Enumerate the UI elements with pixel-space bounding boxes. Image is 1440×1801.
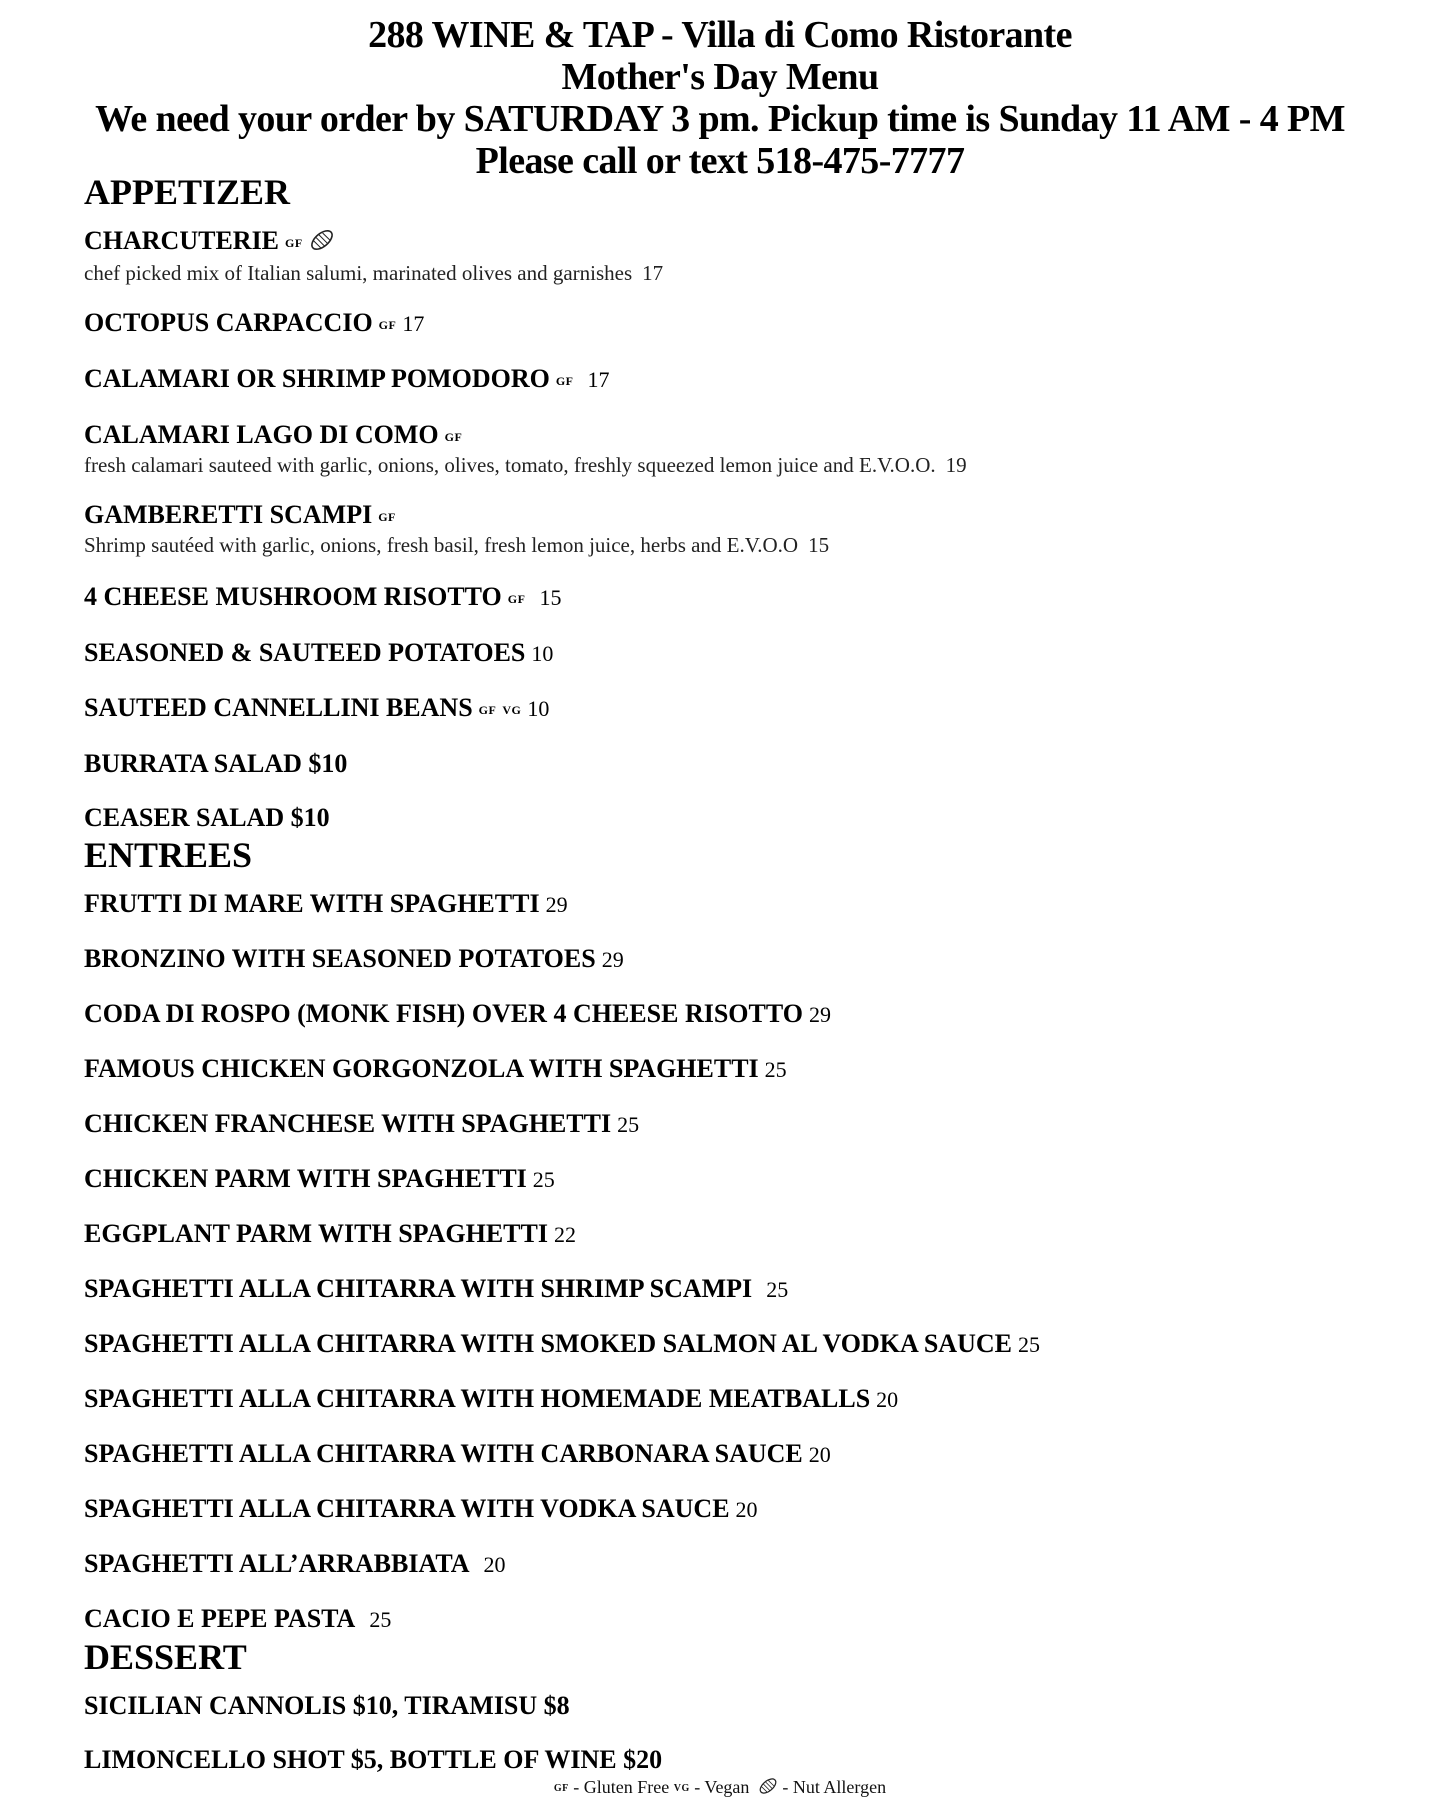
restaurant-title: 288 WINE & TAP - Villa di Como Ristorante [368, 14, 1072, 56]
menu-item-burrata-salad [84, 749, 1384, 779]
item-name: BURRATA SALAD $10 [84, 748, 348, 778]
menu-item-calamari-lago-di-como [84, 420, 1384, 478]
gluten-free-tag: GF [507, 591, 526, 606]
nut-allergen-label: - Nut Allergen [777, 1777, 887, 1797]
nut-allergen-icon [758, 1776, 778, 1801]
gluten-free-tag: GF [478, 702, 497, 717]
menu-item-bronzino [84, 944, 1384, 975]
item-price: 19 [945, 452, 967, 477]
item-price: 15 [808, 532, 830, 557]
item-description: Shrimp sautéed with garlic, onions, fresh basil, fresh lemon juice, herbs and E.V.O.O [84, 532, 799, 557]
order-deadline: We need your order by SATURDAY 3 pm. Pickup time is Sunday 11 AM - 4 PM [95, 98, 1345, 140]
gluten-free-tag: GF [285, 236, 303, 251]
menu-item-chitarra-carbonara [84, 1439, 1384, 1470]
item-price: 22 [553, 1221, 576, 1247]
item-name: GAMBERETTI SCAMPI [84, 499, 373, 529]
menu-item-cacio-e-pepe [84, 1604, 1384, 1635]
gluten-free-tag: GF [444, 429, 463, 444]
gluten-free-tag: GF [378, 317, 397, 332]
item-description: chef picked mix of Italian salumi, marinated olives and garnishes [84, 260, 633, 285]
menu-item-calamari-shrimp-pomodoro [84, 364, 1384, 396]
gluten-free-tag: GF [553, 1782, 569, 1794]
item-price: 25 [617, 1111, 640, 1137]
menu-item-charcuterie [84, 226, 1384, 286]
item-name: LIMONCELLO SHOT $5, BOTTLE OF WINE $20 [84, 1744, 663, 1774]
item-name: CALAMARI LAGO DI COMO [84, 419, 439, 449]
item-name: CHICKEN FRANCHESE WITH SPAGHETTI [84, 1108, 612, 1138]
item-name: 4 CHEESE MUSHROOM RISOTTO [84, 581, 502, 611]
item-name: SPAGHETTI ALLA CHITARRA WITH CARBONARA SAUCE [84, 1438, 803, 1468]
menu-title: Mother's Day Menu [561, 56, 879, 98]
menu-item-mushroom-risotto [84, 582, 1384, 614]
menu-item-chicken-franchese [84, 1109, 1384, 1140]
menu-item-coda-di-rospo [84, 999, 1384, 1030]
menu-item-frutti-di-mare [84, 889, 1384, 920]
menu-item-limoncello-wine [84, 1745, 1384, 1775]
item-price: 25 [764, 1056, 787, 1082]
menu-item-arrabbiata [84, 1549, 1384, 1580]
item-name: SPAGHETTI ALLA CHITARRA WITH SMOKED SALMON AL VODKA SAUCE [84, 1328, 1012, 1358]
item-description: fresh calamari sauteed with garlic, onions, olives, tomato, freshly squeezed lemon juice and E.V.O.O. [84, 452, 936, 477]
gluten-free-tag: GF [555, 373, 574, 388]
vegan-tag: VG [673, 1782, 690, 1794]
menu-content [84, 172, 1384, 1775]
contact-phone: Please call or text 518-475-7777 [475, 140, 965, 182]
menu-item-chicken-parm [84, 1164, 1384, 1195]
menu-item-chitarra-shrimp-scampi [84, 1274, 1384, 1305]
vegan-tag: VG [502, 702, 522, 717]
appetizer-section [84, 172, 1384, 833]
item-name: SPAGHETTI ALLA CHITARRA WITH SHRIMP SCAMPI [84, 1273, 753, 1303]
item-name: CHICKEN PARM WITH SPAGHETTI [84, 1163, 527, 1193]
nut-allergen-icon [309, 227, 335, 260]
item-name: CEASER SALAD $10 [84, 802, 330, 832]
item-price: 25 [369, 1606, 392, 1632]
menu-item-eggplant-parm [84, 1219, 1384, 1250]
allergen-legend [0, 1776, 1440, 1801]
menu-item-chitarra-vodka [84, 1494, 1384, 1525]
section-title-dessert: DESSERT [84, 1636, 247, 1677]
menu-item-cannellini-beans [84, 693, 1384, 725]
item-name: SPAGHETTI ALL’ARRABBIATA [84, 1548, 470, 1578]
section-title-appetizer: APPETIZER [84, 172, 291, 212]
item-name: CODA DI ROSPO (MONK FISH) OVER 4 CHEESE RISOTTO [84, 998, 803, 1028]
menu-item-chitarra-meatballs [84, 1384, 1384, 1415]
entrees-section [84, 835, 1384, 1635]
dessert-section [84, 1637, 1384, 1775]
item-name: SICILIAN CANNOLIS $10, TIRAMISU $8 [84, 1690, 570, 1720]
item-price: 25 [532, 1166, 555, 1192]
item-name: CALAMARI OR SHRIMP POMODORO [84, 363, 550, 393]
item-price: 20 [808, 1441, 831, 1467]
item-name: SAUTEED CANNELLINI BEANS [84, 692, 473, 722]
item-price: 17 [642, 260, 664, 285]
menu-item-cannolis-tiramisu [84, 1691, 1384, 1721]
item-price: 10 [527, 695, 550, 721]
item-name: FAMOUS CHICKEN GORGONZOLA WITH SPAGHETTI [84, 1053, 759, 1083]
item-name: CHARCUTERIE [84, 226, 280, 255]
item-price: 29 [601, 946, 624, 972]
menu-item-chicken-gorgonzola [84, 1054, 1384, 1085]
item-name: BRONZINO WITH SEASONED POTATOES [84, 943, 596, 973]
item-name: CACIO E PEPE PASTA [84, 1603, 356, 1633]
item-name: SEASONED & SAUTEED POTATOES [84, 637, 526, 667]
item-name: SPAGHETTI ALLA CHITARRA WITH VODKA SAUCE [84, 1493, 730, 1523]
gluten-free-tag: GF [378, 509, 396, 524]
menu-header [0, 14, 1440, 182]
vegan-label: - Vegan [689, 1777, 754, 1797]
item-price: 20 [483, 1551, 506, 1577]
item-name: SPAGHETTI ALLA CHITARRA WITH HOMEMADE MEATBALLS [84, 1383, 871, 1413]
item-price: 17 [402, 310, 425, 336]
menu-item-seasoned-potatoes [84, 638, 1384, 669]
menu-item-gamberetti-scampi [84, 500, 1384, 558]
item-price: 25 [1017, 1331, 1040, 1357]
item-name: OCTOPUS CARPACCIO [84, 307, 373, 337]
item-price: 20 [876, 1386, 899, 1412]
item-price: 29 [545, 891, 568, 917]
item-price: 10 [531, 640, 554, 666]
gluten-free-label: - Gluten Free [568, 1777, 674, 1797]
menu-item-octopus-carpaccio [84, 308, 1384, 340]
item-price: 15 [539, 584, 562, 610]
item-price: 25 [766, 1276, 789, 1302]
item-price: 20 [735, 1496, 758, 1522]
menu-item-chitarra-smoked-salmon [84, 1329, 1384, 1360]
item-name: EGGPLANT PARM WITH SPAGHETTI [84, 1218, 548, 1248]
item-name: FRUTTI DI MARE WITH SPAGHETTI [84, 888, 540, 918]
section-title-entrees: ENTREES [84, 834, 253, 875]
item-price: 17 [587, 366, 610, 392]
item-price: 29 [808, 1001, 831, 1027]
menu-item-ceaser-salad [84, 803, 1384, 833]
